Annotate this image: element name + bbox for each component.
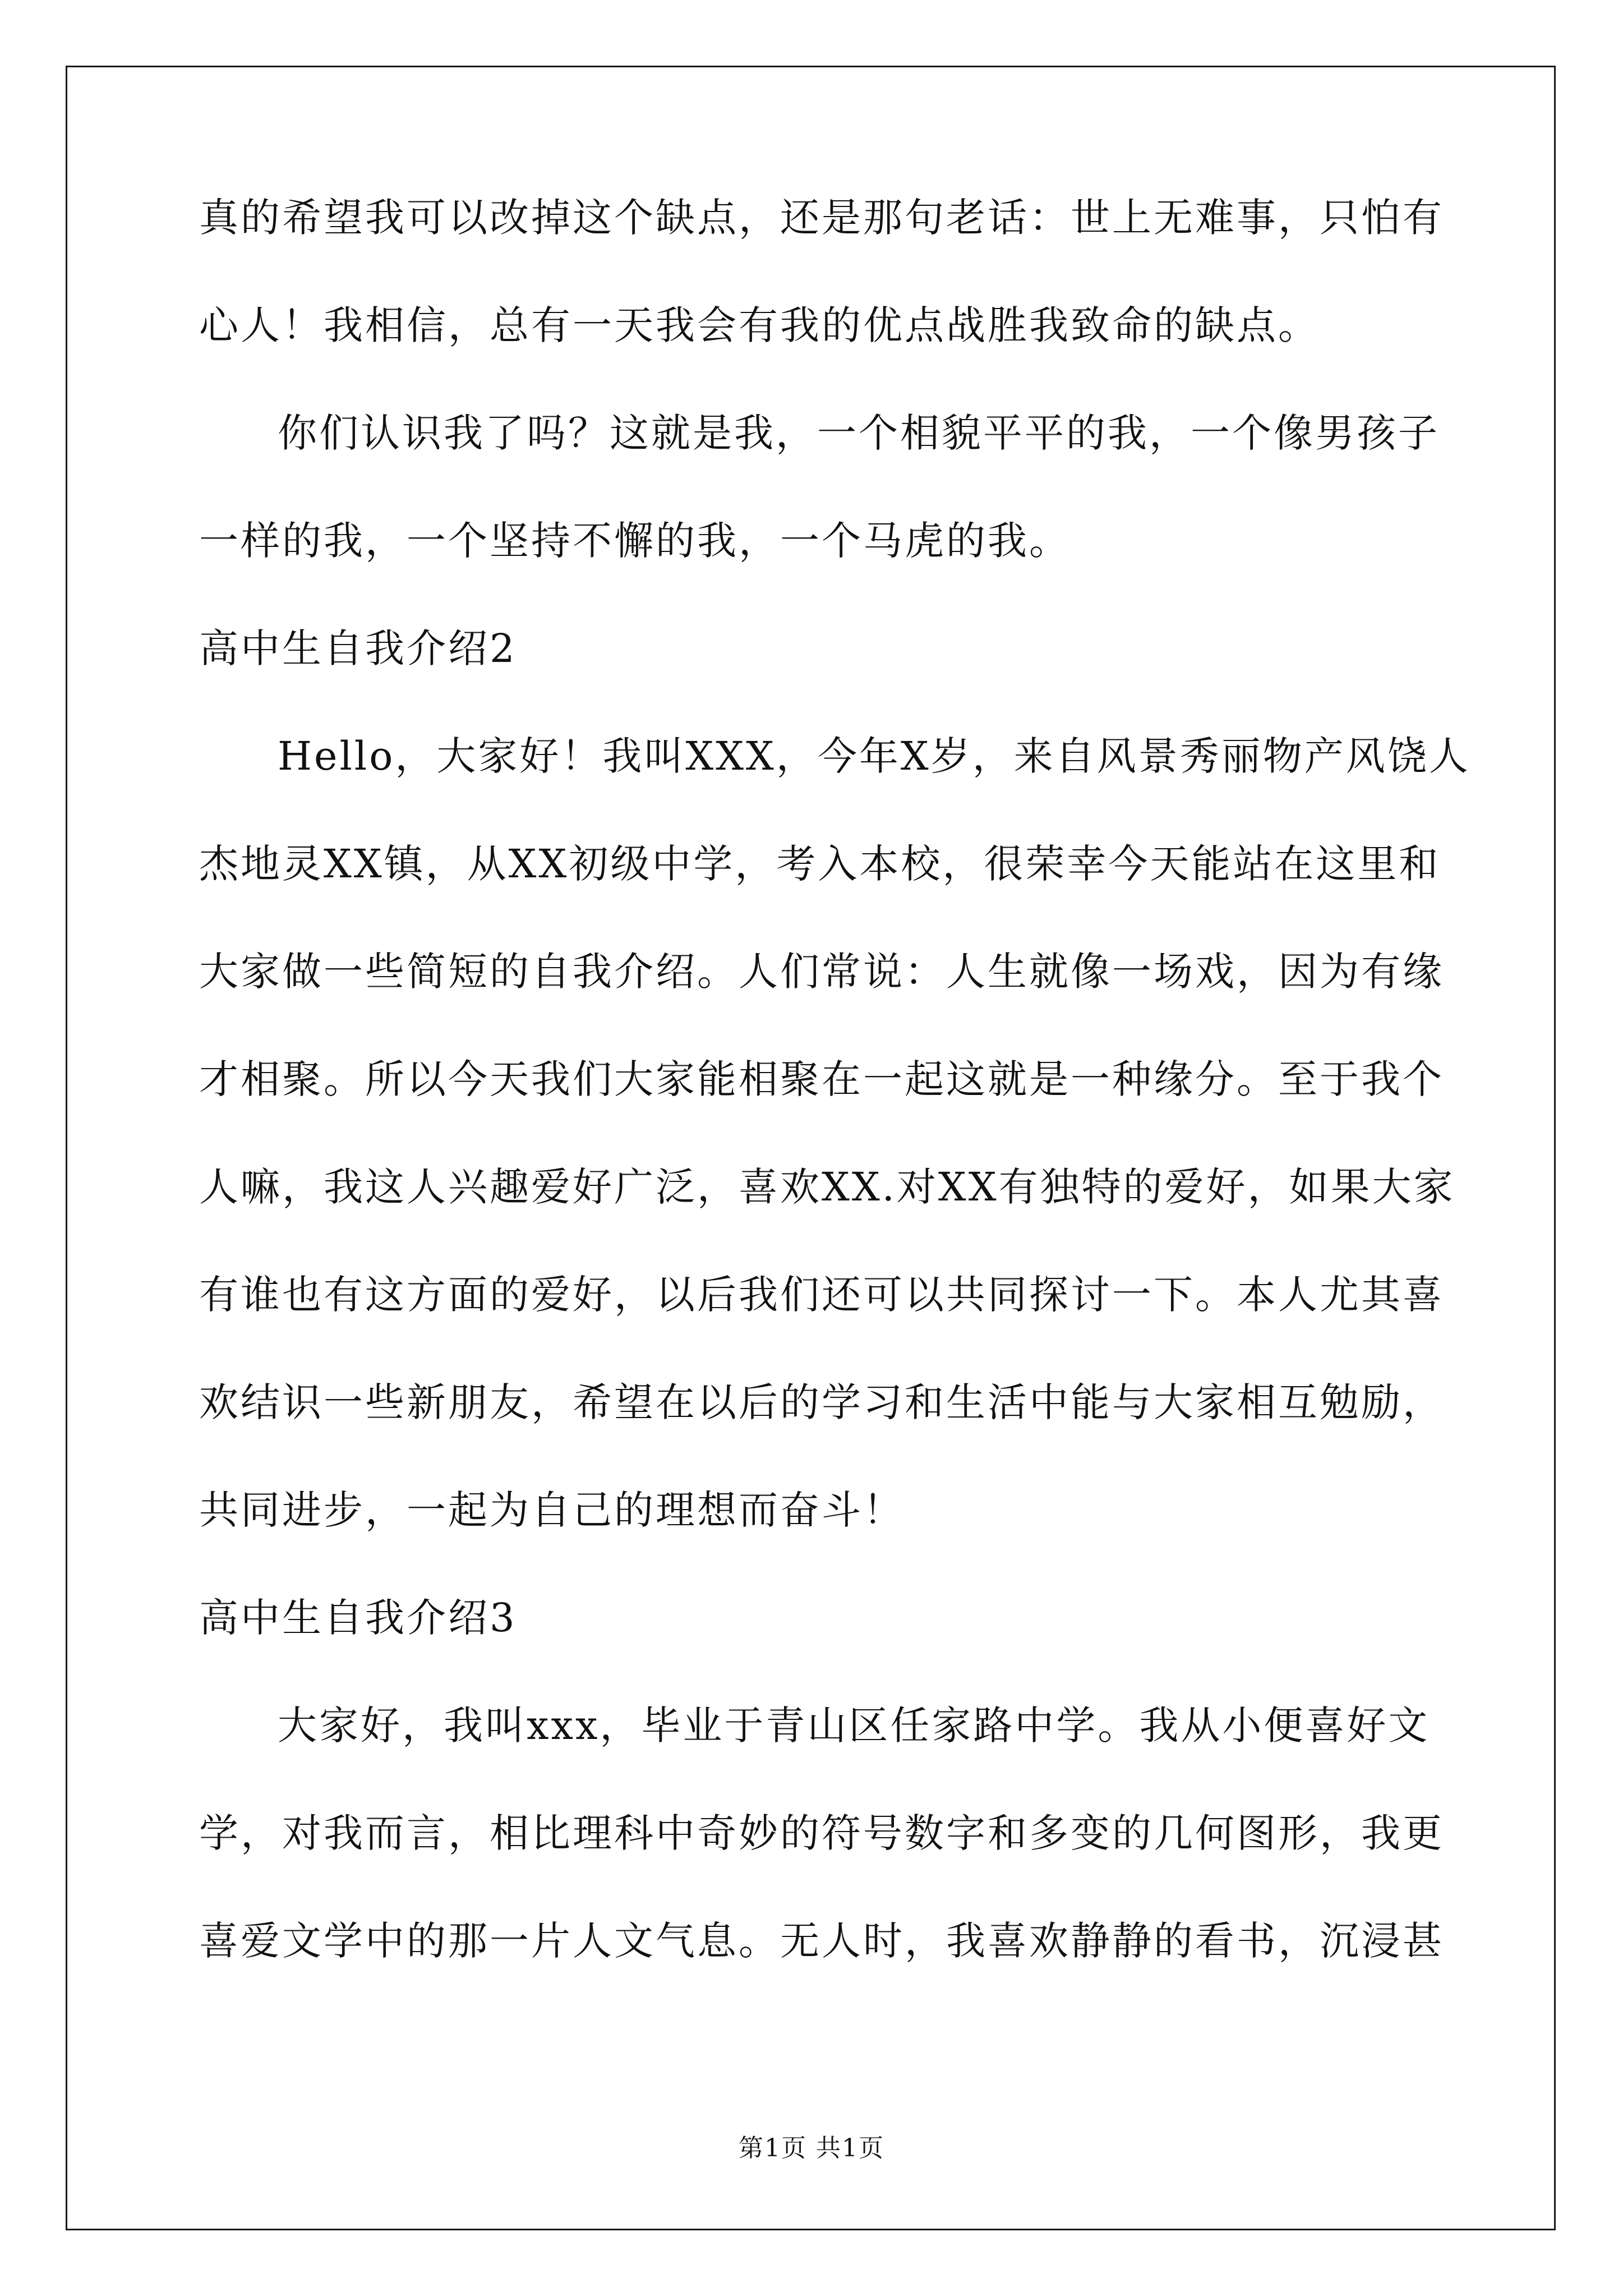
paragraph-line: 你们认识我了吗？这就是我，一个相貌平平的我，一个像男孩子 — [278, 410, 1440, 456]
paragraph-line: 人嘛，我这人兴趣爱好广泛，喜欢XX.对XX有独特的爱好，如果大家 — [199, 1164, 1455, 1210]
page-border — [66, 66, 1556, 2230]
paragraph-line: 才相聚。所以今天我们大家能相聚在一起这就是一种缘分。至于我个 — [199, 1056, 1444, 1102]
page-footer: 第1页 共1页 — [739, 2134, 884, 2162]
section-heading: 高中生自我介绍2 — [199, 625, 517, 671]
paragraph-line: 杰地灵XX镇，从XX初级中学，考入本校，很荣幸今天能站在这里和 — [199, 841, 1441, 887]
paragraph-line: Hello，大家好！我叫XXX，今年X岁，来自风景秀丽物产风饶人 — [278, 733, 1470, 779]
paragraph-line: 欢结识一些新朋友，希望在以后的学习和生活中能与大家相互勉励， — [199, 1379, 1444, 1425]
paragraph-line: 心人！我相信，总有一天我会有我的优点战胜我致命的缺点。 — [199, 302, 1320, 348]
paragraph-line: 共同进步，一起为自己的理想而奋斗！ — [199, 1487, 905, 1533]
paragraph-line: 有谁也有这方面的爱好，以后我们还可以共同探讨一下。本人尤其喜 — [199, 1272, 1444, 1318]
paragraph-line: 学，对我而言，相比理科中奇妙的符号数字和多变的几何图形，我更 — [199, 1810, 1444, 1856]
paragraph-line: 大家做一些简短的自我介绍。人们常说：人生就像一场戏，因为有缘 — [199, 949, 1444, 995]
section-heading: 高中生自我介绍3 — [199, 1595, 517, 1641]
paragraph-line: 真的希望我可以改掉这个缺点，还是那句老话：世上无难事，只怕有 — [199, 195, 1444, 241]
paragraph-line: 喜爱文学中的那一片人文气息。无人时，我喜欢静静的看书，沉浸甚 — [199, 1918, 1444, 1964]
paragraph-line: 大家好，我叫xxx，毕业于青山区任家路中学。我从小便喜好文 — [278, 1703, 1430, 1749]
paragraph-line: 一样的我，一个坚持不懈的我，一个马虎的我。 — [199, 518, 1071, 564]
